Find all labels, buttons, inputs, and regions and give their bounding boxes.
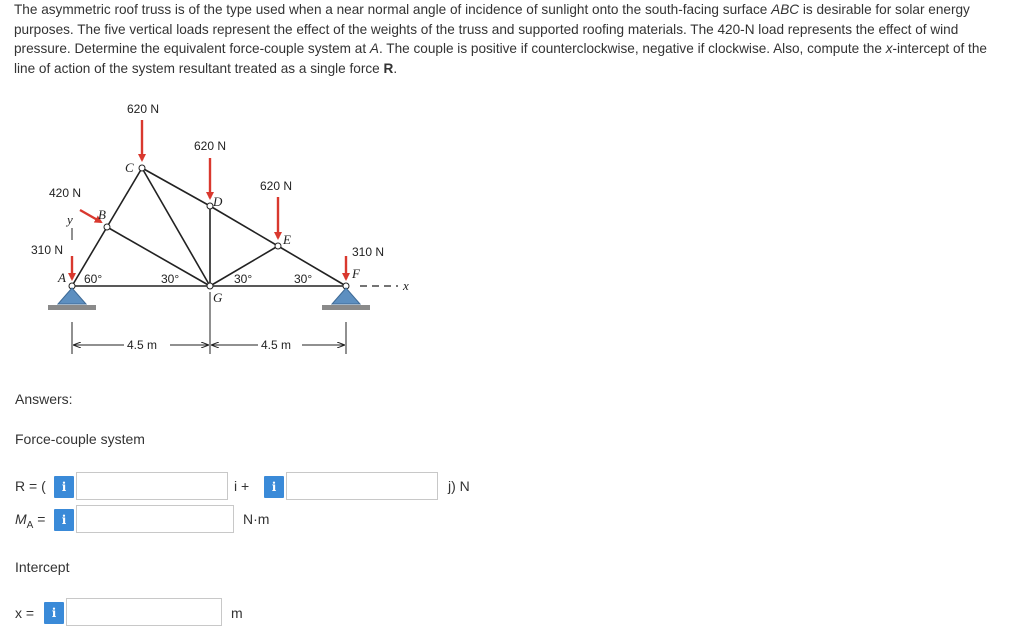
intercept-heading: Intercept xyxy=(15,559,70,575)
joint-g xyxy=(207,283,213,289)
node-label-e: E xyxy=(283,232,291,247)
r-label: R = ( xyxy=(15,478,46,494)
dimension-lines xyxy=(72,292,346,354)
load-label-e: 620 N xyxy=(260,179,293,193)
i-unit-label: i + xyxy=(234,478,250,494)
rx-input[interactable] xyxy=(76,472,228,500)
member-de xyxy=(210,206,278,246)
angle-label-g-right: 30° xyxy=(234,272,253,286)
load-label-wind: 420 N xyxy=(49,186,82,200)
ma-label-sub: A xyxy=(26,519,34,531)
problem-text: . xyxy=(393,60,398,76)
y-axis-label: y xyxy=(67,212,73,227)
load-label-c: 620 N xyxy=(127,102,160,116)
dim-label-left: 4.5 m xyxy=(127,338,158,352)
j-unit-label: j) N xyxy=(448,478,470,494)
point-a: A xyxy=(369,41,379,56)
info-icon-ry[interactable]: i xyxy=(264,476,284,498)
surface-abc: ABC xyxy=(771,2,800,17)
angle-label-g-left: 30° xyxy=(161,272,180,286)
angle-label-f: 30° xyxy=(294,272,313,286)
support-f xyxy=(322,288,370,310)
problem-text: -intercept of the line of action of the system resultant treated as a single force xyxy=(14,41,987,76)
problem-text: The asymmetric roof truss is of the type used when a near normal angle of incidence of sunlight onto the south-facing surface xyxy=(14,2,772,17)
load-label-d: 620 N xyxy=(194,139,227,153)
joint-e xyxy=(275,243,281,249)
x-unit-label: m xyxy=(231,605,243,621)
node-label-c: C xyxy=(125,160,134,175)
node-label-f: F xyxy=(352,266,360,281)
angle-label-a: 60° xyxy=(84,272,103,286)
node-label-a: A xyxy=(58,270,66,285)
info-icon-x[interactable]: i xyxy=(44,602,64,624)
problem-text: is desirable for solar energy purposes. The five vertical loads represent the effect of the weights of the truss and supported roofing materials. The 420-N load represents the effect of wind pressure. Determine the equivalent force-couple system at xyxy=(14,2,970,56)
node-label-d: D xyxy=(213,194,223,209)
ma-label-eq: = xyxy=(33,511,46,527)
ma-label xyxy=(15,511,45,531)
support-a xyxy=(48,288,96,310)
load-label-f: 310 N xyxy=(352,245,385,259)
node-label-g: G xyxy=(213,290,223,305)
member-bc xyxy=(107,168,142,227)
dim-label-right: 4.5 m xyxy=(261,338,292,352)
answers-heading: Answers: xyxy=(15,391,73,407)
member-bg xyxy=(107,227,210,286)
problem-statement xyxy=(14,0,1004,78)
load-label-a: 310 N xyxy=(31,243,64,257)
joint-c xyxy=(139,165,145,171)
resultant-r: R xyxy=(383,60,394,76)
truss-figure xyxy=(0,90,460,360)
joint-b xyxy=(104,224,110,230)
info-icon-rx[interactable]: i xyxy=(54,476,74,498)
ry-input[interactable] xyxy=(286,472,438,500)
info-icon-ma[interactable]: i xyxy=(54,509,74,531)
member-cg xyxy=(142,168,210,286)
x-input[interactable] xyxy=(66,598,222,626)
ma-unit-label: N·m xyxy=(243,511,270,527)
x-variable: x xyxy=(885,41,893,56)
force-couple-heading: Force-couple system xyxy=(15,431,145,447)
x-label: x = xyxy=(15,605,35,621)
node-label-b: B xyxy=(98,207,106,222)
ma-label-m: M xyxy=(15,511,27,527)
ma-input[interactable] xyxy=(76,505,234,533)
problem-text: . The couple is positive if counterclockwise, negative if clockwise. Also, compute the xyxy=(378,41,886,56)
x-axis-label: x xyxy=(403,278,409,293)
